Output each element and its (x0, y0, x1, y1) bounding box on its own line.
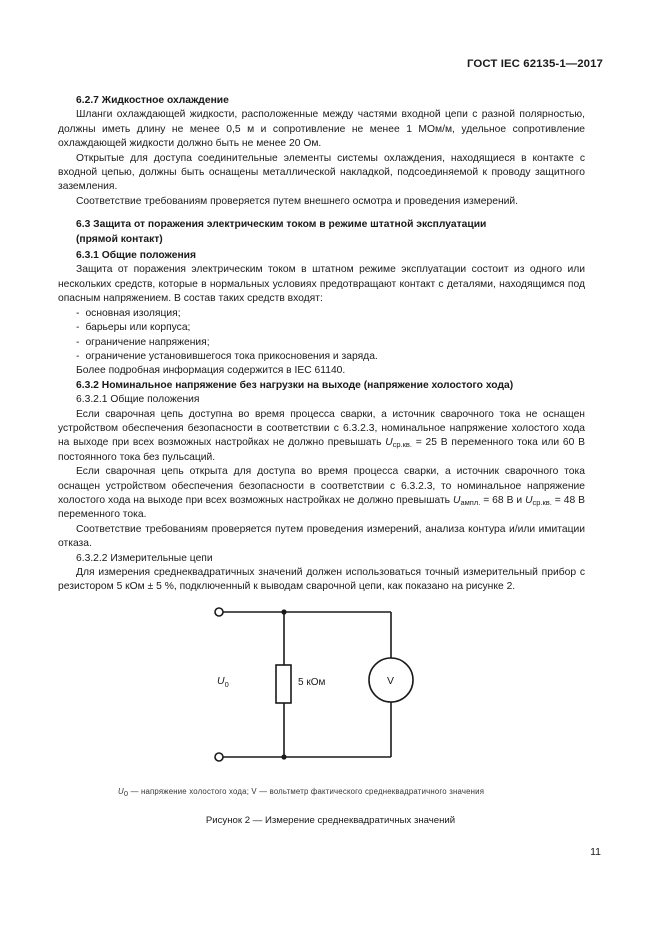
paragraph: Защита от поражения электрическим током в штатном режиме эксплуатации состоит из одного или нескольких средств, которые в нормальных условиях предотвращают контакт с деталями, находящимся под опасным напряжением. В состав таких средств входят: (58, 264, 585, 305)
list-item: - барьеры или корпуса; (76, 322, 191, 334)
terminal-top (215, 608, 223, 616)
subsection-6-3-2-2-title: 6.3.2.2 Измерительные цепи (76, 552, 213, 564)
voltmeter-label: V (387, 675, 395, 687)
paragraph: Соответствие требованиям проверяется путем внешнего осмотра и проведения измерений. (76, 195, 519, 207)
paragraph: Шланги охлаждающей жидкости, расположенные между частями входной цепи с разной полярностью, должны иметь длину не менее 0,5 м и сопротивление не менее 1 МОм/м, удельное сопротивление охлаждающей жидкости должно быть не менее 20 Ом. (58, 109, 585, 150)
resistor-symbol (276, 665, 291, 703)
list-item: - ограничение напряжения; (76, 336, 210, 348)
figure-legend: $U_0$ — напряжение холостого хода; V — вольтметр фактического среднеквадратичного значения (118, 787, 485, 798)
paragraph: Соответствие требованиям проверяется путем проведения измерений, анализа контура и/или имитации отказа. (58, 523, 585, 550)
junction-top (281, 609, 286, 614)
section-6-3-title: 6.3 Защита от поражения электрическим током в режиме штатной эксплуатации (прямой контакт) (76, 219, 487, 245)
paragraph: Если сварочная цепь открыта для доступа во время процесса сварки, а источник сварочного тока оснащен устройством обеспечения безопасности в соответствии с 6.3.2.3, то номинальное напряжение холостого хода на выходе при всех возможных настройках не должно превышать $U_{ампл.} = 68$ В и $U_{ср.кв.} = 48$ В переменного тока. (58, 466, 585, 521)
paragraph: Если сварочная цепь доступна во время процесса сварки, а источник сварочного тока не оснащен устройством обеспечения безопасности в соответствии с 6.3.2.3, номинальное напряжение холостого хода на выходе при всех возможных настройках не должно превышать $U_{ср.кв.} = 25$ В переменного тока или 60 В постоянного тока без пульсаций. (58, 408, 585, 463)
section-6-3-2-title: 6.3.2 Номинальное напряжение без нагрузки на выходе (напряжение холостого хода) (76, 379, 514, 391)
figure-caption: Рисунок 2 — Измерение среднеквадратичных значений (205, 815, 456, 826)
section-6-2-7-title: 6.2.7 Жидкостное охлаждение (76, 95, 229, 106)
paragraph: Более подробная информация содержится в IEC 61140. (76, 365, 346, 377)
paragraph: Для измерения среднеквадратичных значений должен использоваться точный измерительный прибор с резистором 5 кОм ± 5 %, подключенный к выводам сварочной цепи, как показано на рисунке 2. (58, 567, 585, 593)
junction-bottom (281, 754, 286, 759)
list-item: - ограничение установившегося тока прикосновения и заряда. (76, 350, 378, 362)
resistor-label: 5 кОм (298, 677, 326, 688)
section-6-3-1-title: 6.3.1 Общие положения (76, 250, 196, 262)
subsection-6-3-2-1-title: 6.3.2.1 Общие положения (76, 394, 200, 406)
voltage-label: $U_0$ (217, 675, 229, 689)
list-item: - основная изоляция; (76, 307, 181, 319)
page-number: 11 (590, 846, 601, 858)
standard-designation: ГОСТ IEC 62135-1—2017 (466, 58, 603, 70)
terminal-bottom (215, 753, 223, 761)
paragraph: Открытые для доступа соединительные элементы системы охлаждения, находящиеся в контакте с входной цепью, должны быть оснащены металлической накладкой, подсоединяемой к проводу защитного заземления. (58, 152, 585, 193)
